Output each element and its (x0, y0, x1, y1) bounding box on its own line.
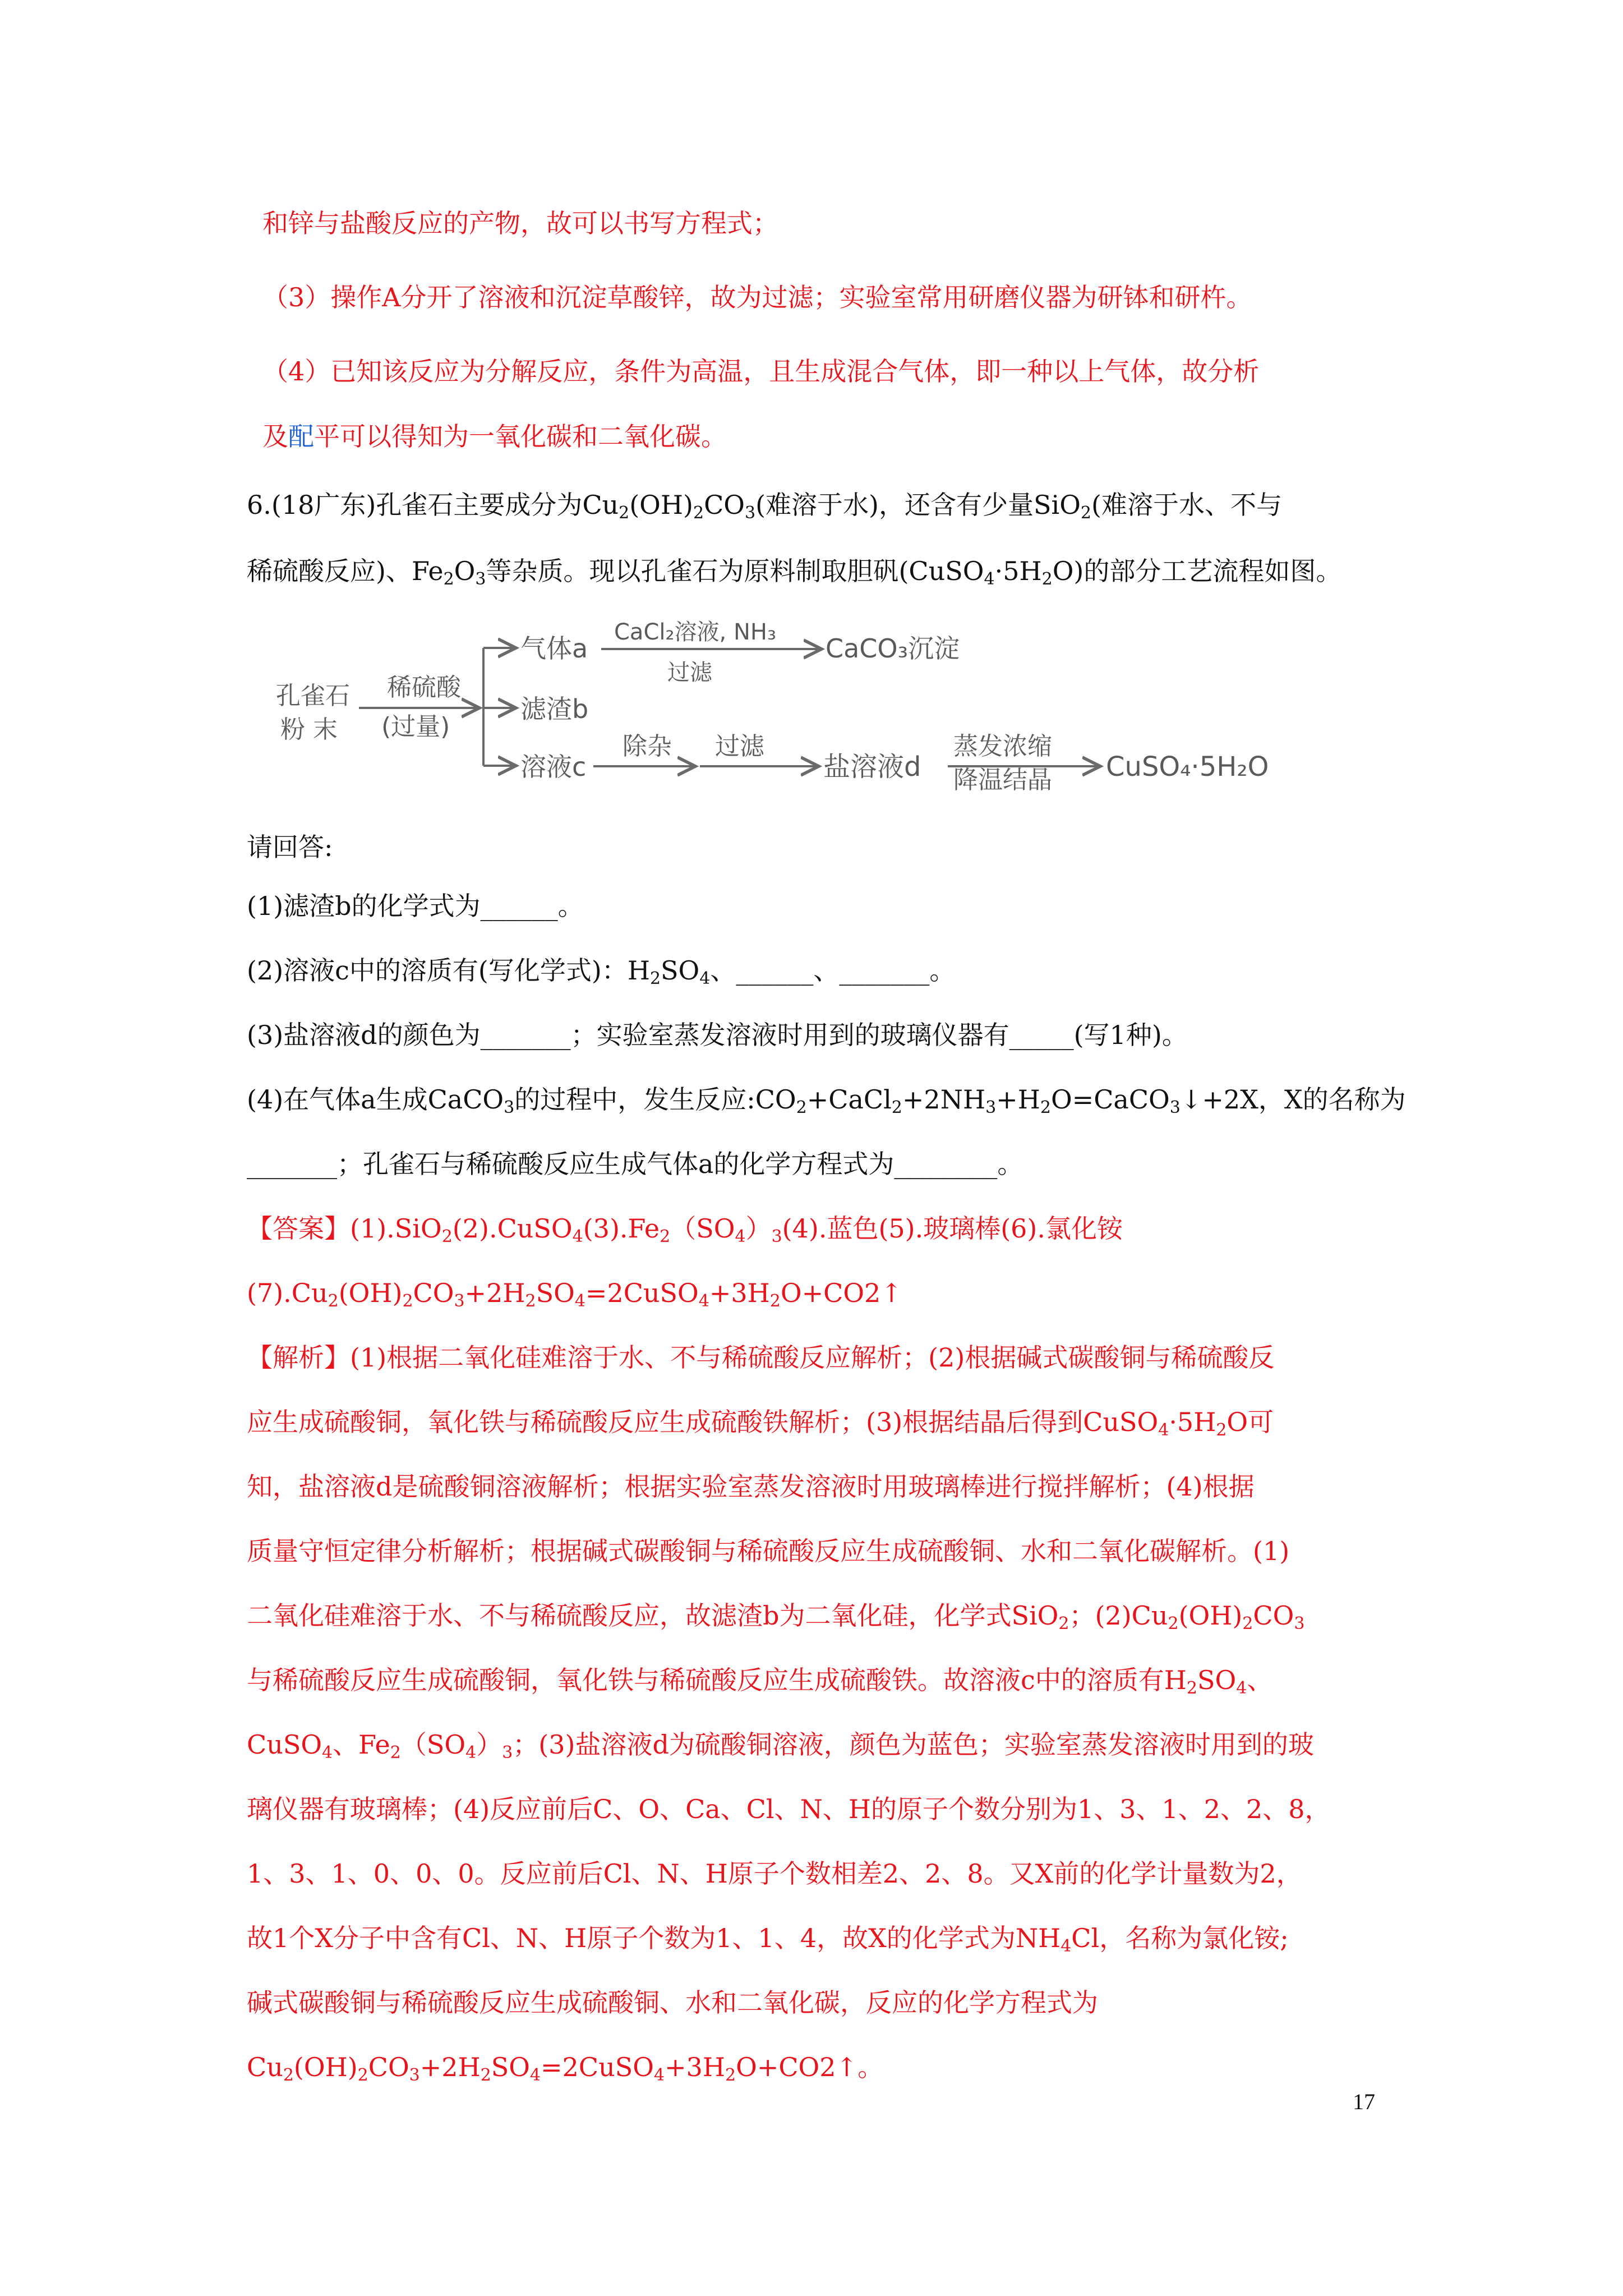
flow-reagent-top: 稀硫酸 (387, 673, 461, 702)
flow-residue-b: 滤渣b (520, 694, 589, 724)
analysis-line-2: 应生成硫酸铜，氧化铁与稀硫酸反应生成硫酸铁解析；(3)根据结晶后得到$CuSO_4\cdot 5H_2O$可 (247, 1407, 1274, 1440)
subquestion-4-cont: _______；孔雀石与稀硫酸反应生成气体a的化学方程式为________。 (247, 1149, 1023, 1179)
question-prompt: 请回答: (247, 832, 333, 862)
flow-gas-a: 气体a (520, 633, 588, 664)
flow-gas-product: CaCO₃沉淀 (826, 633, 960, 664)
analysis-cont-line-2: （3）操作A分开了溶液和沉淀草酸锌，故为过滤；实验室常用研磨仪器为研钵和研杵。 (262, 282, 1252, 312)
analysis-line-6: 与稀硫酸反应生成硫酸铜，氧化铁与稀硫酸反应生成硫酸铁。故溶液c中的溶质有$H_2SO_4$、 (247, 1665, 1273, 1698)
subquestion-3: (3)盐溶液d的颜色为_______；实验室蒸发溶液时用到的玻璃仪器有_____(写1种)。 (247, 1020, 1188, 1050)
analysis-line-7: CuSO$_4$、$Fe_2(SO_4)_3$；(3)盐溶液d为硫酸铜溶液，颜色为蓝色；实验室蒸发溶液时用到的玻 (247, 1729, 1314, 1763)
analysis-line-3: 知，盐溶液d是硫酸铜溶液解析；根据实验室蒸发溶液时用玻璃棒进行搅拌解析；(4)根据 (247, 1471, 1255, 1502)
analysis-line-12: $Cu_2(OH)_2CO_3+2H_2SO_4=2CuSO_4+3H_2O+CO2↑$。 (247, 2052, 884, 2085)
flow-step3-top: 蒸发浓缩 (953, 732, 1052, 761)
analysis-line-10: 故1个X分子中含有Cl、N、H原子个数为1、1、4，故X的化学式为$NH_4Cl$，名称为氯化铵; (247, 1923, 1289, 1956)
analysis-line-4: 质量守恒定律分析解析；根据碱式碳酸铜与稀硫酸反应生成硫酸铜、水和二氧化碳解析。(1) (247, 1536, 1290, 1566)
analysis-line-9: 1、3、1、0、0、0。反应前后Cl、N、H原子个数相差2、2、8。又X前的化学计量数为2， (247, 1858, 1302, 1889)
subquestion-2: (2)溶液c中的溶质有(写化学式)：$H_2SO_4$、______、_______。 (247, 955, 956, 988)
flow-step2: 过滤 (715, 732, 764, 761)
analysis-line-5: 二氧化硅难溶于水、不与稀硫酸反应，故滤渣b为二氧化硅，化学式SiO$_2$；$(2)Cu_2(OH)_2CO_3$ (247, 1600, 1305, 1634)
flow-source-line-1: 孔雀石 (276, 682, 350, 710)
analysis-line-1: 【解析】(1)根据二氧化硅难溶于水、不与稀硫酸反应解析；(2)根据碱式碳酸铜与稀硫酸反 (247, 1342, 1275, 1373)
flow-reagent-bottom: (过量) (381, 712, 450, 741)
analysis-cont-line-1: 和锌与盐酸反应的产物，故可以书写方程式； (262, 208, 778, 238)
answer-line-1: 【答案】$(1).SiO_2(2).CuSO_4(3).Fe_2(SO_4)_3(4)$.蓝色(5).玻璃棒(6).氯化铵 (247, 1213, 1123, 1246)
flow-final-product: CuSO₄·5H₂O (1106, 751, 1269, 783)
flow-gas-reagent: CaCl₂溶液, NH₃ (614, 619, 776, 645)
analysis-line-11: 碱式碳酸铜与稀硫酸反应生成硫酸铜、水和二氧化碳，反应的化学方程式为 (247, 1987, 1098, 2018)
analysis-line-8: 璃仪器有玻璃棒；(4)反应前后C、O、Ca、Cl、N、H的原子个数分别为1、3、1、2、2、8， (247, 1794, 1331, 1824)
flow-step1: 除杂 (623, 732, 672, 761)
flow-source-line-2: 粉 末 (280, 715, 338, 744)
answer-line-2: $(7).Cu_2(OH)_2CO_3+2H_2SO_4=2CuSO_4+3H_2O+CO2↑$ (247, 1278, 902, 1311)
analysis-cont-line-4: 及配平可以得知为一氧化碳和二氧化碳。 (262, 421, 727, 452)
flow-gas-op: 过滤 (667, 660, 712, 685)
flow-step3-bottom: 降温结晶 (953, 766, 1052, 794)
page-number: 17 (1353, 2089, 1375, 2114)
analysis-cont-line-3: （4）已知该反应为分解反应，条件为高温，且生成混合气体，即一种以上气体，故分析 (262, 356, 1260, 386)
subquestion-4: (4)在气体a生成CaCO$_3$的过程中，发生反应$:CO_2+CaCl_2+2NH_3+H_2O=CaCO_3↓+2X$，X的名称为 (247, 1084, 1406, 1117)
question-line-1: 6.(18广东)孔雀石主要成分为$Cu_2(OH)_2CO_3$(难溶于水)，还含有少量SiO$_2$(难溶于水、不与 (247, 490, 1282, 523)
flow-salt-solution-d: 盐溶液d (823, 751, 921, 783)
blue-char: 配 (288, 421, 314, 452)
subquestion-1: (1)滤渣b的化学式为______。 (247, 891, 584, 921)
question-line-2: 稀硫酸反应)、$Fe_2O_3$等杂质。现以孔雀石为原料制取胆矾$(CuSO_4\cdot 5H_2O)$的部分工艺流程如图。 (247, 556, 1342, 589)
flow-solution-c: 溶液c (520, 752, 587, 782)
